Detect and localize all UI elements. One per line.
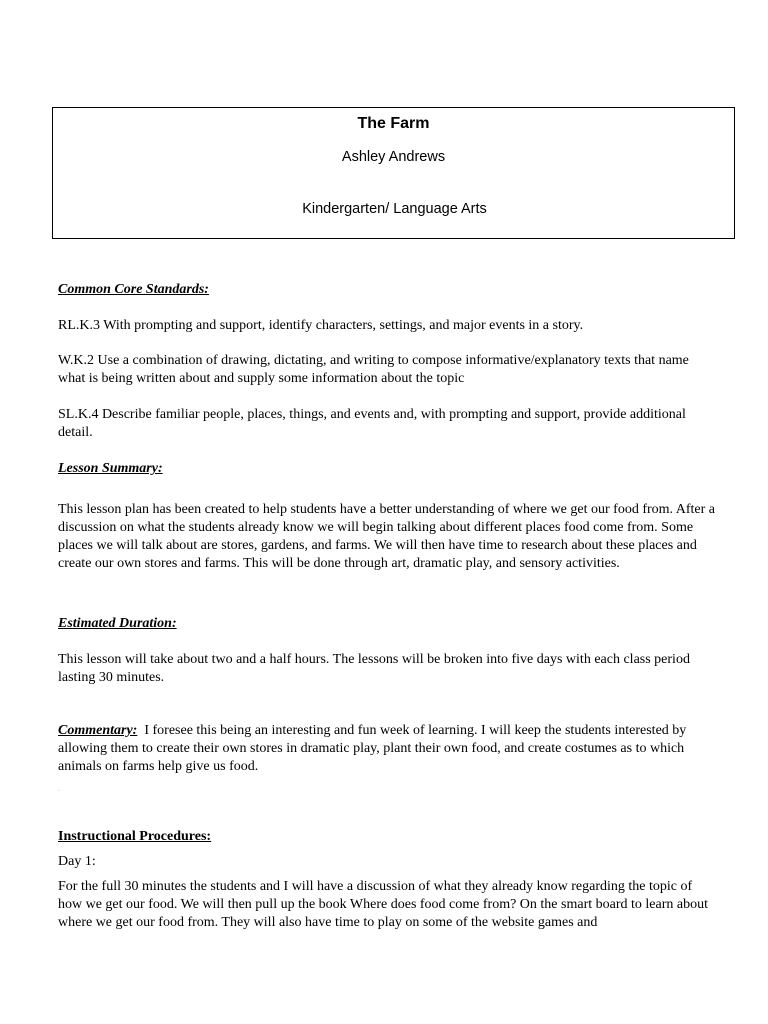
summary-text: This lesson plan has been created to help students have a better understanding of where we get our food from. After a discussion on what the students already know we will begin talking about different places food come from. Some places we will talk about are stores, gardens, and farms. We will then have time to research about these places and create our own stores and farms. This will be done through art, dramatic play, and sensory activities. <box>58 502 716 571</box>
day-label: Day 1: <box>58 854 96 869</box>
duration-text: This lesson will take about two and a half hours. The lessons will be broken into five days with each class period lasting 30 minutes. <box>58 652 690 685</box>
stray-mark: · <box>58 788 60 794</box>
procedures-text: For the full 30 minutes the students and I will have a discussion of what they already know regarding the topic of how we get our food. We will then pull up the book Where does food come from? On the smart board to learn about where we get our food from. They will also have time to play on some of the website games and <box>58 879 708 930</box>
course-name: Kindergarten/ Language Arts <box>302 201 487 217</box>
summary-heading: Lesson Summary: <box>58 461 163 476</box>
standard-item: RL.K.3 With prompting and support, identify characters, settings, and major events in a story. <box>58 318 584 333</box>
document-title: The Farm <box>357 115 430 132</box>
standard-item: W.K.2 Use a combination of drawing, dictating, and writing to compose informative/explanatory texts that name what is being written about and supply some information about the topic <box>58 353 689 386</box>
standards-heading: Common Core Standards: <box>58 282 209 297</box>
duration-heading: Estimated Duration: <box>58 616 177 631</box>
commentary-paragraph <box>58 722 718 776</box>
procedures-heading: Instructional Procedures: <box>58 829 212 844</box>
author-name: Ashley Andrews <box>341 149 446 165</box>
standard-item: SL.K.4 Describe familiar people, places, things, and events and, with prompting and support, provide additional detail. <box>58 407 686 440</box>
commentary-heading: Commentary: <box>58 723 138 738</box>
commentary-text: I foresee this being an interesting and fun week of learning. I will keep the students interested by allowing them to create their own stores in dramatic play, plant their own food, and create costumes as to which animals on farms help give us food. <box>58 723 687 774</box>
title-box <box>52 107 735 239</box>
